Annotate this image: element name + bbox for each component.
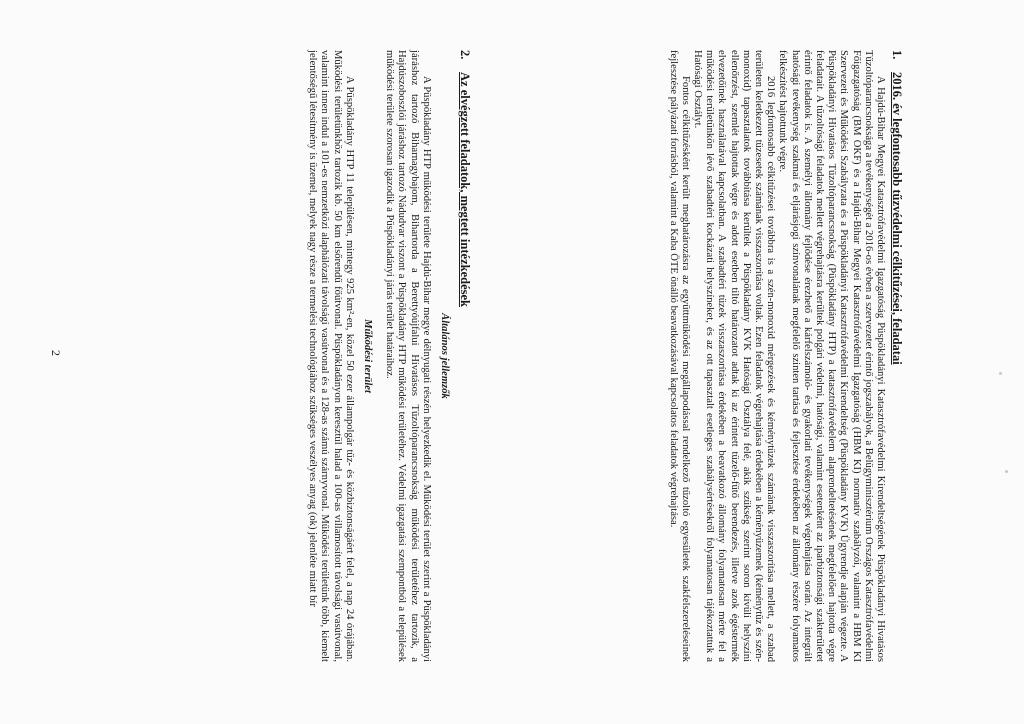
section-2-number: 2. <box>458 50 472 60</box>
section-1-title: 2016. év legfontosabb tűzvédelmi célkitűzései, feladatai <box>890 72 904 365</box>
subheading-general: Általános jellemzők <box>439 313 450 399</box>
subheading-operating-area: Működési terület <box>361 319 373 393</box>
section-1-paragraph-3: Fontos célkitűzésként került meghatározásra az együttműködési megállapodással rendelkező tűzoltó egyesületek szakfelszereléseinek fejlesztése pályázati forrásból, valamint a Kaba ÖTE önálló beavatkozásával kapcsolatos feladatok végrehajtása. <box>667 50 691 662</box>
scan-speck <box>1005 470 1008 473</box>
section-2-heading <box>458 50 472 662</box>
section-2-paragraph-2: A Püspökladány HTP 11 településen, mintegy 925 km²-en, közel 50 ezer állampolgár tűz- és közbiztonságáért felel, a nap 24 órájában. Működési területünkhöz tartozik kb. 50 km elsőrendű főútvonal. Püspökladányon keresztül halad a 100-as villamosított távolsági vasútvonal, valamint innen indul a 101-es nemzetközi alaphálózati távolsági vasútvonal és a 128-as számú szárnyvonal. Működési területünk több, kiemelt jelentőségű létesítmény is üzemel, melyek nagy része a termelési technológiához szükséges veszélyes anyag (ok) jelenléte miatt bír <box>307 50 355 662</box>
section-2 <box>306 50 472 662</box>
section-1-number: 1. <box>890 50 904 60</box>
section-1-heading <box>890 50 904 662</box>
scan-speck <box>999 372 1002 375</box>
section-2-paragraph-1: A Püspökladány HTP működési területe Hajdú-Bihar megye délnyugati részén helyezkedik el. Működési terület szerint a Püspökladányi járáshoz tartozó Biharnagybajom, Bihartorda a Berettyóújfalui Hivatásos Tűzoltóparancsnokság működési területéhez tartozik, a Hajdúszoboszlói járáshoz tartozó Nádudvar viszont a Püspökladány HTP működési területéhez. Védelmi igazgatási szempontból a települések működési területe szorosan igazodik a Püspökladányi járás terület határaihoz. <box>384 50 432 662</box>
section-2-title: Az elvégzett feladatok, megtett intézkedések <box>458 72 472 307</box>
section-1 <box>666 50 904 662</box>
page-number: 2 <box>49 350 63 356</box>
section-1-paragraph-2: 2016 legfontosabb célkitűzései továbbra is a szén-monoxid mérgezések és kéménytüzek számának visszaszorítása mellett, a szabad területen keletkezett tüzesetek számának visszaszorítása voltak. Ezen feladatok végrehajtása érdekében a kéményüzemek (kéménytűz és szén-monoxid) tapasztalatok továbbítása kerültek a Püspökladány KVK Hatósági Osztálya felé, akik szükség szerint soron kívüli helyszíni ellenőrzést, szemlét hajtottak végre és adott esetben tiltó határozatot adtak ki az érintett tüzelő-fűtő berendezés, illetve azok égéstermék elvezetőinek használatával kapcsolatban. A szabadtéri tüzek visszaszorítása érdekében a beavatkozó állomány folyamatosan mérte fel a működési területünkön lévő szabadtéri kockázati helyszíneket, és az ott tapasztalt esetleges szabálysértésekről folyamatosan tájékoztattuk a Hatósági Osztályt. <box>691 50 777 662</box>
section-1-paragraph-1: A Hajdú-Bihar Megyei Katasztrófavédelmi Igazgatóság Püspökladányi Katasztrófavédelmi Kirendeltségének Püspökladányi Hivatásos Tűzoltóparancsnoksága a tevékenységét a 2016-os évben a szervezetet érintő jogszabályok, a Belügyminisztérium Országos Katasztrófavédelmi Főigazgatóság (BM OKF) és a Hajdú-Bihar Megyei Katasztrófavédelmi Igazgatóság (HBM KI) normatív szabályzói, valamint a HBM KI Szervezeti és Működési Szabályzata és a Püspökladányi Katasztrófavédelmi Kirendeltség (Püspökladány KVK) Ügyrendje alapján végezte. A Püspökladányi Hivatásos Tűzoltóparancsnokság (Püspökladány HTP) a katasztrófavédelem alaprendeltetésének megfelelően hajtotta végre feladatait. A tűzoltósági feladatok mellett végrehajtásra kerültek polgári védelmi, hatósági, valamint esetenként az iparbiztonsági szakterületet érintő feladatok is. A személyi állomány fejlődése érezhető a kárfelszámoló- és gyakorlati tevékenységek végrehajtása során. Az integrált hatósági tevékenység szakmai és eljárásjogi színvonalának megfelelő szinten tartása és fejlesztése érdekében az állomány részére folyamatos felkészítést hajtottunk végre. <box>777 50 886 662</box>
